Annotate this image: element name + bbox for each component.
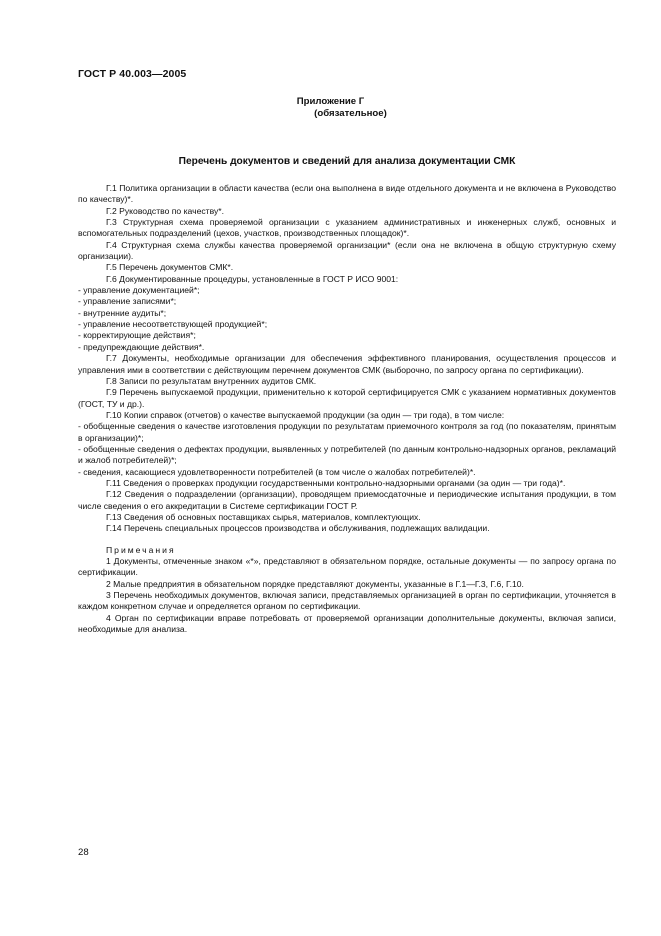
list-item-dash: - управление документацией*; bbox=[78, 285, 200, 296]
requirements-list bbox=[78, 183, 616, 535]
note-item: 3 Перечень необходимых документов, включая записи, представляемых организацией в орган по сертификации, уточняется в каждом конкретном случае и определяется органом по сертификации. bbox=[78, 590, 616, 612]
list-item: Г.8 Записи по результатам внутренних аудитов СМК. bbox=[106, 375, 317, 386]
list-item-dash: - сведения, касающиеся удовлетворенности потребителей (в том числе о жалобах потребителей)*. bbox=[78, 466, 476, 477]
list-item: Г.1 Политика организации в области качества (если она выполнена в виде отдельного документа и не включена в Руководство по качеству)*. bbox=[78, 183, 616, 205]
list-item: Г.2 Руководство по качеству*. bbox=[106, 205, 225, 216]
list-item-dash: - обобщенные сведения о дефектах продукции, выявленных у потребителей (по данным контрольно-надзорных органов, рекламаций и жалоб потребителей)*; bbox=[78, 443, 616, 466]
page-number: 28 bbox=[78, 847, 89, 858]
list-item-dash: - корректирующие действия*; bbox=[78, 330, 196, 341]
list-item-dash: - внутренние аудиты*; bbox=[78, 307, 167, 318]
list-item: Г.9 Перечень выпускаемой продукции, применительно к которой сертифицируется СМК с указанием нормативных документов (ГОСТ, ТУ и др.). bbox=[78, 387, 616, 409]
list-item: Г.6 Документированные процедуры, установленные в ГОСТ Р ИСО 9001: bbox=[106, 273, 399, 284]
list-item: Г.11 Сведения о проверках продукции государственными контрольно-надзорными органами (за один — три года)*. bbox=[106, 477, 566, 488]
list-item: Г.10 Копии справок (отчетов) о качестве выпускаемой продукции (за один — три года), в том числе: bbox=[106, 409, 505, 420]
list-item-dash: - управление записями*; bbox=[78, 296, 177, 307]
notes-section bbox=[78, 545, 616, 636]
annex-heading bbox=[0, 96, 661, 120]
list-item-dash: - предупреждающие действия*. bbox=[78, 341, 205, 352]
list-item: Г.13 Сведения об основных поставщиках сырья, материалов, комплектующих. bbox=[106, 511, 421, 522]
list-item: Г.3 Структурная схема проверяемой организации с указанием административных и инженерных служб, основных и вспомогательных подразделений (цехов, участков, производственных площадок)*. bbox=[78, 217, 616, 239]
list-item-dash: - управление несоответствующей продукцией*; bbox=[78, 319, 268, 330]
note-item: 1 Документы, отмеченные знаком «*», представляют в обязательном порядке, остальные документы — по запросу органа по сертификации. bbox=[78, 556, 616, 578]
list-item: Г.7 Документы, необходимые организации для обеспечения эффективного планирования, осуществления процессов и управления ими в соответствии с действующим перечнем документов СМК (выборочно, по запросу органа по сертификации). bbox=[78, 353, 616, 375]
document-body bbox=[78, 183, 616, 635]
list-item: Г.4 Структурная схема службы качества проверяемой организации* (если она не включена в общую структурную схему организации). bbox=[78, 239, 616, 262]
notes-list bbox=[78, 556, 616, 635]
list-item-dash: - обобщенные сведения о качестве изготовления продукции по результатам приемочного контроля за год (по показателям, принятым в организации)*; bbox=[78, 421, 616, 443]
note-item: 2 Малые предприятия в обязательном порядке представляют документы, указанные в Г.1—Г.3, Г.6, Г.10. bbox=[106, 578, 524, 589]
annex-label: Приложение Г bbox=[296, 96, 365, 107]
page-title: Перечень документов и сведений для анализа документации СМК bbox=[178, 156, 516, 167]
list-item: Г.12 Сведения о подразделении (организации), проводящем приемосдаточные и периодические испытания продукции, в том числе сведения о его аккредитации в Системе сертификации ГОСТ Р. bbox=[78, 489, 616, 511]
notes-heading: Примечания bbox=[106, 544, 176, 555]
note-item: 4 Орган по сертификации вправе потребовать от проверяемой организации дополнительные документы, включая записи, необходимые для анализа. bbox=[78, 612, 616, 635]
list-item: Г.5 Перечень документов СМК*. bbox=[106, 262, 234, 273]
document-code: ГОСТ Р 40.003—2005 bbox=[78, 68, 187, 80]
annex-type: (обязательное) bbox=[314, 108, 387, 119]
list-item: Г.14 Перечень специальных процессов производства и обслуживания, подлежащих валидации. bbox=[106, 523, 490, 534]
